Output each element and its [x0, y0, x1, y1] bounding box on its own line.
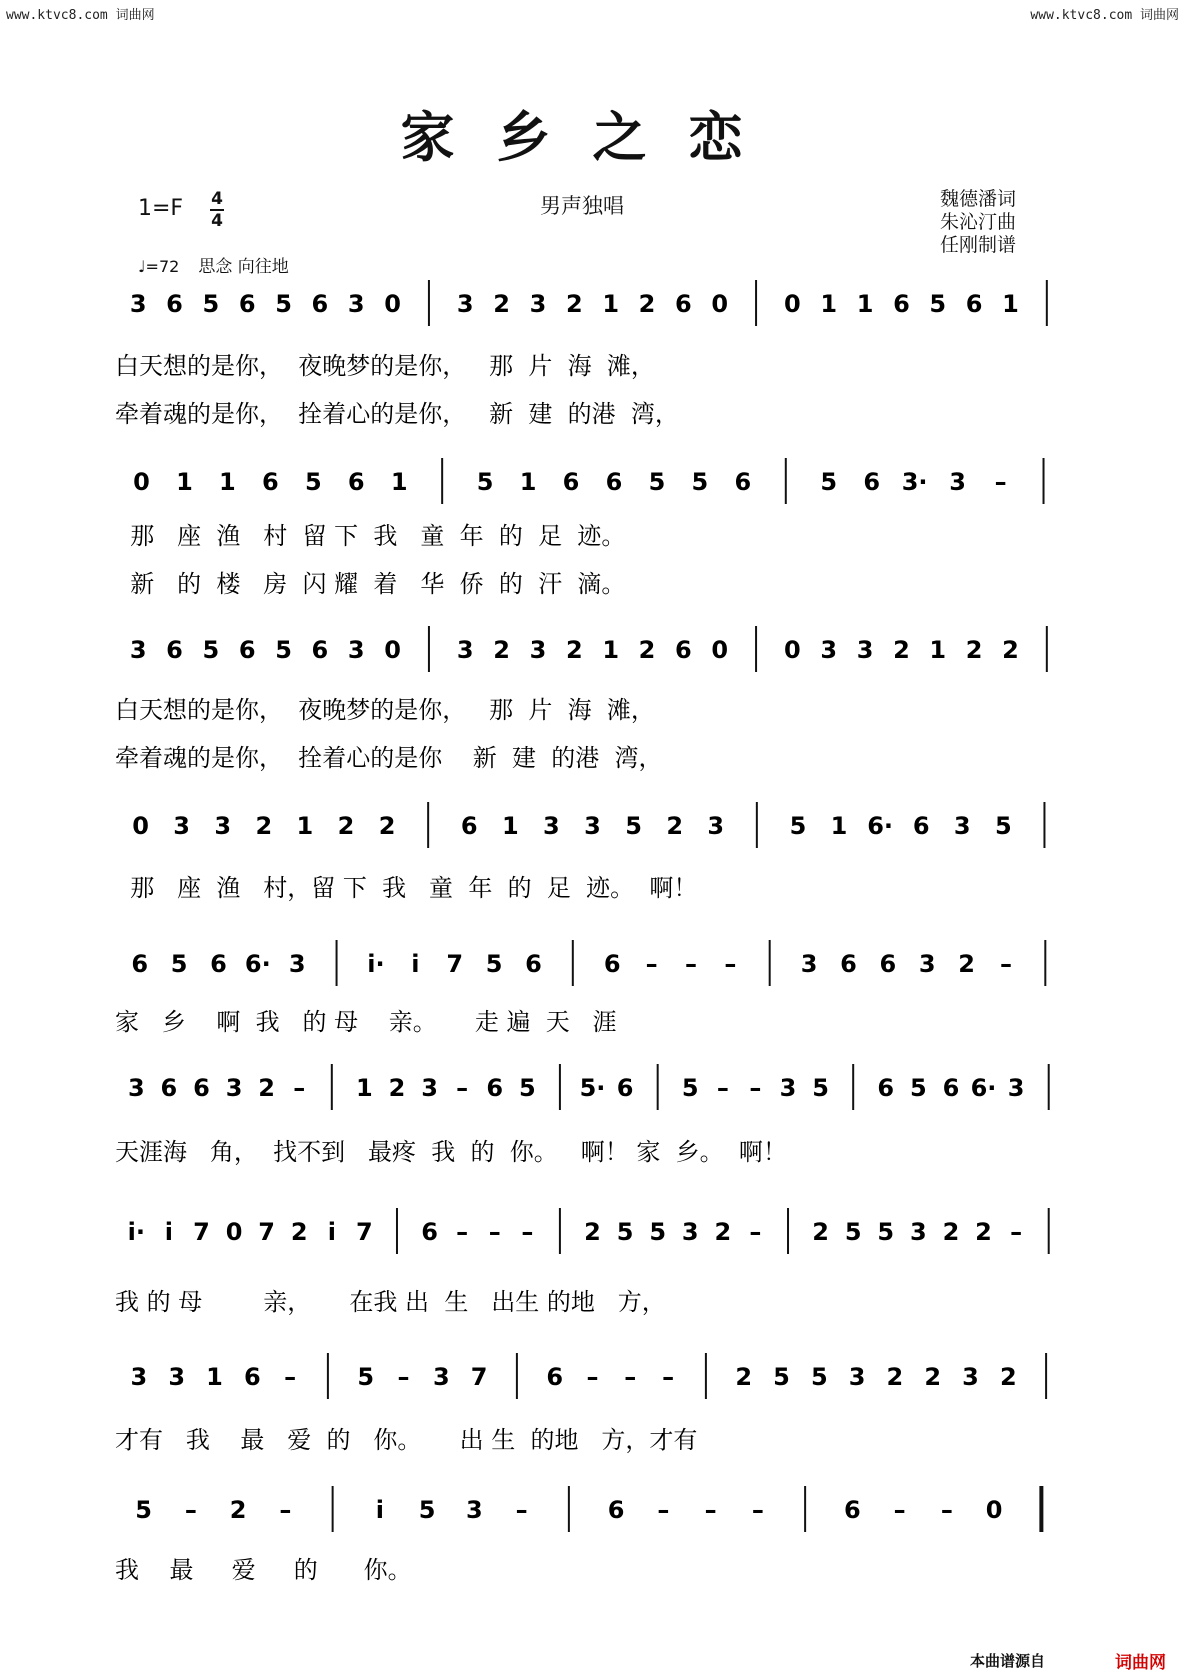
note: 2	[388, 1074, 406, 1102]
note: –	[586, 1363, 599, 1391]
note: 6	[193, 1074, 210, 1102]
note: 3	[225, 1074, 243, 1102]
lyric-line: 牵着魂的是你， 拴着心的是你 新 建 的港 湾，	[115, 744, 663, 772]
note: –	[293, 1074, 306, 1102]
time-bottom: 4	[211, 211, 223, 231]
note: 5	[929, 290, 947, 318]
note: 0	[384, 290, 401, 318]
note: 2	[565, 290, 583, 318]
note: 6	[311, 636, 329, 664]
note: 7	[258, 1218, 275, 1246]
note: 6	[238, 290, 256, 318]
note: 2	[378, 812, 396, 840]
lyric-line: 那 座 渔 村 留 下 我 童 年 的 足 迹。	[115, 522, 626, 550]
note: 6	[546, 1363, 564, 1391]
note: 7	[193, 1218, 210, 1246]
note: 5	[135, 1496, 152, 1524]
note: –	[994, 468, 1007, 496]
note: 5	[789, 812, 807, 840]
note: 1	[219, 468, 236, 496]
note: 3	[543, 812, 560, 840]
lyric-line: 天涯海 角， 找不到 最疼 我 的 你。 啊！ 家 乡。 啊！	[115, 1138, 787, 1166]
lyric-line: 白天想的是你， 夜晚梦的是你， 那 片 海 滩，	[115, 352, 655, 380]
lyricist: 魏德潘词	[940, 188, 1017, 210]
note: 5	[773, 1363, 790, 1391]
note: 6·	[970, 1074, 997, 1102]
note: 5	[275, 290, 292, 318]
note: 1	[1002, 290, 1019, 318]
note: 2	[735, 1363, 753, 1391]
note: 3	[127, 1074, 145, 1102]
note: 6	[965, 290, 983, 318]
tempo-value: ♩=72	[138, 257, 180, 276]
note: 2	[638, 636, 656, 664]
note: 5	[518, 1074, 536, 1102]
note: 2	[886, 1363, 904, 1391]
footer-logo: 词曲网	[1115, 1653, 1166, 1673]
note: 5·	[579, 1074, 606, 1102]
note: 2	[1002, 636, 1019, 664]
note: 3	[347, 636, 365, 664]
note: 5	[820, 468, 838, 496]
note: 5	[304, 468, 322, 496]
note: 6	[675, 636, 692, 664]
note: –	[657, 1496, 670, 1524]
note: 5	[357, 1363, 375, 1391]
arranger: 任刚制谱	[940, 234, 1017, 256]
note: 7	[356, 1218, 373, 1246]
note: 0	[133, 468, 150, 496]
note: 5	[877, 1218, 895, 1246]
note: 2	[893, 636, 910, 664]
note: –	[893, 1496, 906, 1524]
note: 5	[485, 950, 503, 978]
note: 2	[638, 290, 656, 318]
note: 1	[176, 468, 193, 496]
note: 6	[616, 1074, 634, 1102]
note: 3	[856, 636, 874, 664]
composer: 朱沁汀曲	[940, 211, 1017, 233]
note: –	[940, 1496, 953, 1524]
note: i·	[367, 950, 385, 978]
note: 2	[942, 1218, 960, 1246]
note: 3	[130, 1363, 148, 1391]
note: –	[456, 1218, 469, 1246]
note: –	[749, 1074, 762, 1102]
expression-text: 思念 向往地	[198, 257, 289, 277]
note: 3	[910, 1218, 927, 1246]
note: 6·	[244, 950, 271, 978]
note: 6	[160, 1074, 178, 1102]
note: –	[724, 950, 737, 978]
note: i·	[127, 1218, 145, 1246]
note: 3	[800, 950, 818, 978]
note: –	[716, 1074, 729, 1102]
note: 2	[924, 1363, 942, 1391]
note: –	[624, 1363, 637, 1391]
note: 2	[958, 950, 975, 978]
note: 3	[949, 468, 966, 496]
note: –	[662, 1363, 675, 1391]
note: 6	[460, 812, 478, 840]
note: –	[184, 1496, 197, 1524]
note: 1	[830, 812, 848, 840]
note: 6	[210, 950, 227, 978]
note: 5	[995, 812, 1012, 840]
note: 2	[493, 290, 510, 318]
lyric-line: 我 的 母 亲， 在我 出 生 出生 的地 方，	[115, 1288, 666, 1316]
note: 2	[965, 636, 983, 664]
note: –	[488, 1218, 501, 1246]
note: 0	[711, 636, 729, 664]
time-top: 4	[211, 189, 223, 209]
note: –	[999, 950, 1012, 978]
lyric-line: 牵着魂的是你， 拴着心的是你， 新 建 的港 湾，	[115, 400, 679, 428]
note: 6	[238, 636, 256, 664]
lyric-line: 我 最 爱 的 你。	[115, 1556, 412, 1584]
note: 2	[666, 812, 684, 840]
note: 6	[243, 1363, 261, 1391]
lyric-line: 才有 我 最 爱 的 你。 出 生 的地 方，才有	[115, 1426, 698, 1454]
note: 6	[840, 950, 857, 978]
note: 5	[476, 468, 494, 496]
note: –	[279, 1496, 292, 1524]
lyric-line: 家 乡 啊 我 的 母 亲。 走 遍 天 涯	[115, 1008, 617, 1036]
note: 2	[975, 1218, 992, 1246]
note: 1	[929, 636, 947, 664]
note: 1	[296, 812, 314, 840]
note: i	[327, 1218, 336, 1246]
performance-type: 男声独唱	[540, 194, 624, 218]
note: 5	[844, 1218, 862, 1246]
note: –	[751, 1496, 764, 1524]
note: 3	[529, 290, 547, 318]
note: –	[456, 1074, 469, 1102]
note: –	[645, 950, 658, 978]
note: 5	[812, 1074, 829, 1102]
note: 3	[681, 1218, 699, 1246]
note: 0	[784, 636, 801, 664]
note: 3	[288, 950, 306, 978]
note: 2	[229, 1496, 247, 1524]
note: 0	[225, 1218, 243, 1246]
note: 3	[584, 812, 601, 840]
note: 0	[711, 290, 729, 318]
note: 5	[910, 1074, 927, 1102]
note: 6	[912, 812, 930, 840]
note: –	[704, 1496, 717, 1524]
note: 6	[261, 468, 279, 496]
note: 6	[486, 1074, 504, 1102]
note: 6	[603, 950, 621, 978]
note: 2	[999, 1363, 1017, 1391]
note: 6	[131, 950, 149, 978]
note: 1	[501, 812, 519, 840]
note: 0	[384, 636, 401, 664]
note: 5	[170, 950, 188, 978]
note: 2	[258, 1074, 275, 1102]
note: 6	[311, 290, 329, 318]
note: 2	[337, 812, 355, 840]
note: 5	[275, 636, 292, 664]
note: 5	[810, 1363, 828, 1391]
note: 2	[565, 636, 583, 664]
note: 7	[446, 950, 464, 978]
note: 6·	[867, 812, 894, 840]
footer-source: 本曲谱源自	[970, 1652, 1046, 1670]
note: 3	[529, 636, 547, 664]
note: 3	[432, 1363, 450, 1391]
note: 1	[206, 1363, 223, 1391]
note: 1	[602, 636, 620, 664]
note: 2	[493, 636, 510, 664]
note: 3	[456, 636, 474, 664]
note: 3	[820, 636, 838, 664]
note: 3	[953, 812, 971, 840]
note: 6	[166, 636, 183, 664]
note: 2	[812, 1218, 829, 1246]
note: i	[411, 950, 420, 978]
note: 2	[714, 1218, 732, 1246]
note: 3	[347, 290, 365, 318]
note: 2	[255, 812, 273, 840]
note: 5	[691, 468, 709, 496]
note: 6	[734, 468, 752, 496]
note: 6	[893, 290, 910, 318]
watermark-right: www.ktvc8.com 词曲网	[1030, 8, 1179, 23]
note: 5	[616, 1218, 634, 1246]
watermark-left: www.ktvc8.com 词曲网	[6, 8, 155, 23]
note: 5	[649, 1218, 667, 1246]
note: 3	[129, 636, 147, 664]
note: 1	[390, 468, 408, 496]
note: –	[521, 1218, 534, 1246]
note: 6	[877, 1074, 895, 1102]
note: –	[684, 950, 697, 978]
note: 5	[625, 812, 642, 840]
note: 2	[290, 1218, 308, 1246]
note: 3	[421, 1074, 438, 1102]
note: 2	[584, 1218, 601, 1246]
note: 6	[844, 1496, 861, 1524]
note: –	[515, 1496, 528, 1524]
song-title: 家乡之恋	[400, 105, 785, 169]
note: 6	[863, 468, 881, 496]
note: 6	[879, 950, 897, 978]
note: 3	[848, 1363, 866, 1391]
note: 6	[942, 1074, 960, 1102]
note: 6	[605, 468, 623, 496]
note: 0	[132, 812, 149, 840]
lyric-line: 那 座 渔 村，留 下 我 童 年 的 足 迹。 啊！	[115, 874, 698, 902]
note: 3	[466, 1496, 483, 1524]
note: 3·	[901, 468, 928, 496]
note: 6	[166, 290, 183, 318]
note: 5	[202, 636, 220, 664]
note: 0	[985, 1496, 1003, 1524]
note: 3	[456, 290, 474, 318]
note: 1	[519, 468, 537, 496]
note: –	[1010, 1218, 1023, 1246]
note: –	[397, 1363, 410, 1391]
note: –	[749, 1218, 762, 1246]
key-signature: 1=F	[138, 196, 184, 221]
note: 7	[470, 1363, 488, 1391]
lyric-line: 白天想的是你， 夜晚梦的是你， 那 片 海 滩，	[115, 696, 655, 724]
note: 3	[779, 1074, 797, 1102]
note: 5	[681, 1074, 699, 1102]
lyric-line: 新 的 楼 房 闪 耀 着 华 侨 的 汗 滴。	[115, 570, 626, 598]
note: 6	[525, 950, 542, 978]
note: 5	[648, 468, 666, 496]
note: –	[284, 1363, 297, 1391]
note: 5	[418, 1496, 436, 1524]
note: 3	[1007, 1074, 1025, 1102]
note: 3	[962, 1363, 979, 1391]
note: 0	[784, 290, 801, 318]
note: 1	[856, 290, 874, 318]
note: 3	[707, 812, 725, 840]
note: i	[164, 1218, 173, 1246]
note: 3	[173, 812, 190, 840]
note: 6	[607, 1496, 625, 1524]
note: 3	[129, 290, 147, 318]
note: 5	[202, 290, 220, 318]
note: i	[375, 1496, 384, 1524]
note: 6	[347, 468, 365, 496]
note: 1	[356, 1074, 373, 1102]
note: 3	[168, 1363, 186, 1391]
note: 1	[820, 290, 838, 318]
note: 6	[421, 1218, 438, 1246]
note: 1	[602, 290, 620, 318]
note: 3	[214, 812, 232, 840]
note: 3	[918, 950, 936, 978]
note: 6	[675, 290, 692, 318]
note: 6	[562, 468, 580, 496]
